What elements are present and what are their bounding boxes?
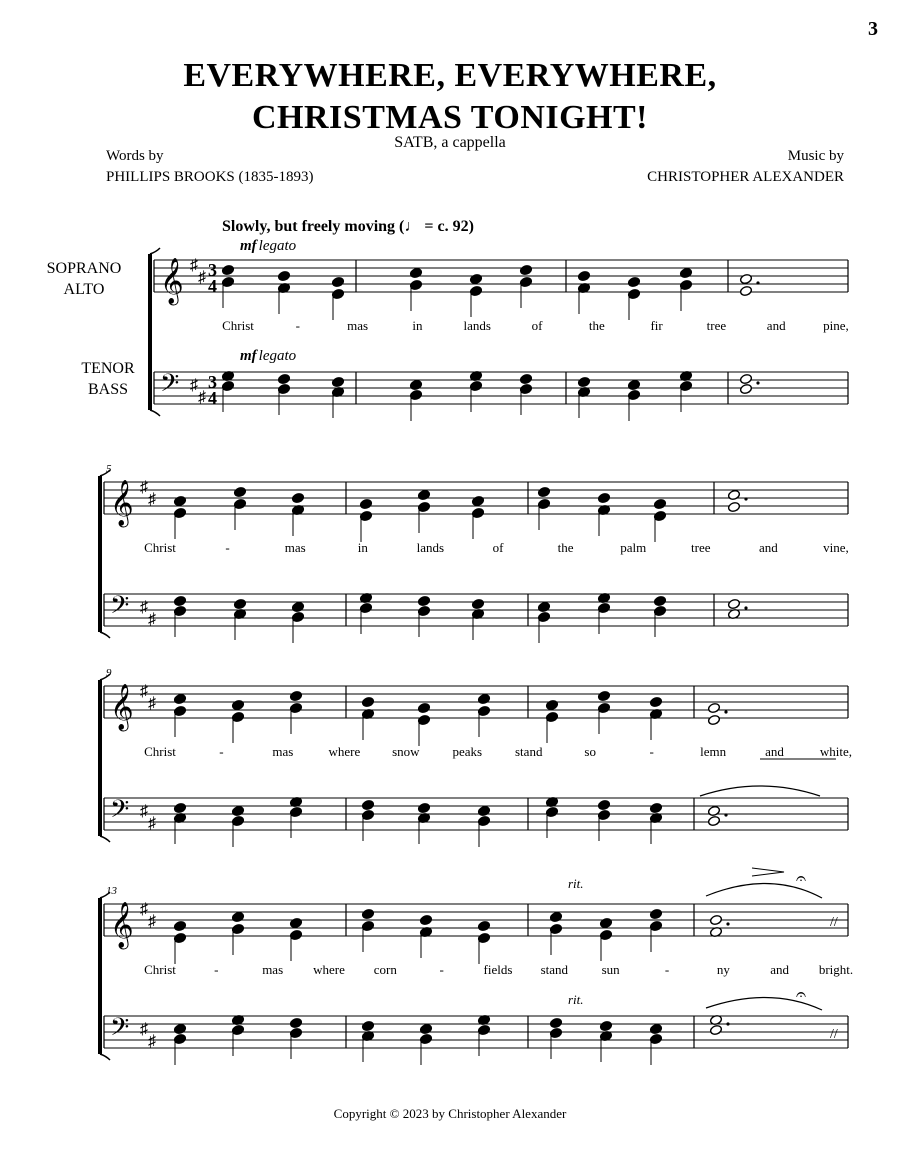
dotted-note-dot — [756, 381, 759, 384]
treble-notehead — [537, 486, 550, 497]
bass-notehead — [653, 595, 666, 606]
dynamic-marking: mf legato — [240, 238, 297, 254]
sharp-icon: ♯ — [198, 389, 206, 406]
lyric-syllable: - — [649, 744, 654, 759]
lyric-syllable: and — [770, 962, 790, 977]
title-line-1: EVERYWHERE, EVERYWHERE, — [183, 57, 717, 94]
bass-notehead — [361, 1020, 374, 1031]
lyric-syllable: - — [219, 744, 224, 759]
treble-notehead — [727, 489, 740, 500]
treble-notehead — [653, 498, 666, 509]
treble-notehead — [709, 914, 722, 925]
copyright-notice: Copyright © 2023 by Christopher Alexander — [333, 1106, 567, 1121]
bracket-hook — [100, 1054, 110, 1060]
bass-notehead — [577, 376, 590, 387]
sharp-icon: ♯ — [148, 913, 156, 930]
treble-notehead — [545, 699, 558, 710]
lyric-syllable: bright. — [818, 962, 854, 977]
bass-clef-icon: 𝄢 — [160, 370, 180, 403]
treble-notehead — [549, 911, 562, 922]
treble-notehead — [577, 270, 590, 281]
sharp-icon: ♯ — [148, 695, 156, 712]
lyric-syllable: and — [759, 540, 778, 555]
bass-notehead — [233, 598, 246, 609]
lyric-syllable: mas — [347, 318, 369, 333]
treble-notehead — [233, 486, 246, 497]
treble-notehead — [331, 276, 344, 287]
bass-clef-icon: 𝄢 — [110, 592, 130, 625]
lyric-syllable: pine, — [823, 318, 849, 333]
dynamic-marking: mf legato — [240, 348, 297, 364]
voice-label-tenor: TENOR — [81, 360, 135, 377]
bass-notehead — [231, 805, 244, 816]
treble-notehead — [477, 693, 490, 704]
bass-notehead — [649, 802, 662, 813]
lyric-syllable: vine, — [823, 540, 849, 555]
voice-label-alto: ALTO — [63, 281, 105, 298]
tempo-metronome: = c. 92) — [424, 218, 474, 235]
treble-notehead — [469, 273, 482, 284]
rit-marking: rit. — [568, 876, 584, 891]
treble-notehead — [599, 917, 612, 928]
bass-clef-icon: 𝄢 — [110, 1014, 130, 1047]
bass-notehead — [739, 383, 752, 394]
sharp-icon: ♯ — [140, 1021, 148, 1038]
treble-notehead — [361, 908, 374, 919]
treble-notehead — [173, 920, 186, 931]
music-system — [100, 674, 848, 847]
title-line-2: CHRISTMAS TONIGHT! — [252, 99, 648, 136]
words-label: Words by — [106, 148, 164, 164]
treble-notehead — [221, 264, 234, 275]
lyric-syllable: sun — [601, 962, 620, 977]
treble-notehead — [739, 273, 752, 284]
bass-notehead — [173, 802, 186, 813]
lyric-syllable: lemn — [700, 744, 727, 759]
bass-notehead — [597, 799, 610, 810]
time-signature-numerator: 3 — [208, 372, 217, 392]
lyric-syllable: stand — [515, 744, 543, 759]
treble-notehead — [707, 702, 720, 713]
words-author: PHILLIPS BROOKS (1835-1893) — [106, 169, 314, 185]
treble-notehead — [231, 911, 244, 922]
lyric-syllable: white, — [819, 744, 853, 759]
treble-notehead — [359, 498, 372, 509]
bass-notehead — [173, 595, 186, 606]
treble-notehead — [739, 285, 752, 296]
lyric-syllable: palm — [620, 540, 647, 555]
lyric-syllable: stand — [540, 962, 569, 977]
bass-notehead — [291, 601, 304, 612]
treble-notehead — [707, 714, 720, 725]
fermata-icon: 𝄐 — [796, 984, 807, 1004]
bass-notehead — [707, 805, 720, 816]
treble-notehead — [409, 267, 422, 278]
sharp-icon: ♯ — [140, 901, 148, 918]
tempo-text: Slowly, but freely moving ( — [222, 218, 405, 235]
bass-clef-icon: 𝄢 — [110, 796, 130, 829]
treble-notehead — [597, 492, 610, 503]
treble-notehead — [417, 702, 430, 713]
treble-clef-icon: 𝄞 — [110, 902, 134, 947]
treble-notehead — [417, 489, 430, 500]
lyric-syllable: and — [765, 744, 784, 759]
sharp-icon: ♯ — [140, 479, 148, 496]
lyric-syllable: lands — [416, 540, 445, 555]
treble-notehead — [519, 264, 532, 275]
voice-label-bass: BASS — [87, 381, 129, 398]
bracket-hook — [100, 836, 110, 842]
treble-notehead — [477, 920, 490, 931]
treble-clef-icon: 𝄞 — [110, 480, 134, 525]
sharp-icon: ♯ — [140, 803, 148, 820]
time-signature-denominator: 4 — [208, 276, 217, 296]
lyric-syllable: Christ — [144, 962, 176, 977]
lyric-syllable: - — [214, 962, 219, 977]
lyric-syllable: Christ — [222, 318, 254, 333]
sharp-icon: ♯ — [148, 815, 156, 832]
music-system — [100, 868, 848, 1065]
fermata-icon: 𝄐 — [796, 868, 807, 888]
bass-notehead — [627, 379, 640, 390]
treble-notehead — [231, 699, 244, 710]
treble-notehead — [471, 495, 484, 506]
time-signature-numerator: 3 — [208, 260, 217, 280]
bracket-hook — [100, 632, 110, 638]
lyric-syllable: and — [766, 318, 786, 333]
dotted-note-dot — [756, 281, 759, 284]
lyric-syllable: tree — [706, 318, 727, 333]
time-signature-denominator: 4 — [208, 388, 217, 408]
tie-slur — [700, 786, 820, 796]
dotted-note-dot — [744, 606, 747, 609]
sharp-icon: ♯ — [148, 1033, 156, 1050]
bass-notehead — [477, 805, 490, 816]
bass-notehead — [739, 373, 752, 384]
lyric-syllable: of — [492, 540, 504, 555]
bass-notehead — [289, 1017, 302, 1028]
sharp-icon: ♯ — [190, 257, 198, 274]
sharp-icon: ♯ — [140, 599, 148, 616]
dotted-note-dot — [726, 922, 729, 925]
dotted-note-dot — [726, 1022, 729, 1025]
lyric-syllable: where — [328, 744, 361, 759]
lyric-syllable: peaks — [452, 744, 483, 759]
treble-notehead — [597, 690, 610, 701]
caesura-icon: // — [830, 1027, 838, 1042]
rit-marking: rit. — [568, 992, 584, 1007]
bass-notehead — [549, 1017, 562, 1028]
bass-notehead — [277, 373, 290, 384]
lyric-syllable: - — [295, 318, 300, 333]
treble-notehead — [679, 267, 692, 278]
sharp-icon: ♯ — [190, 377, 198, 394]
bass-notehead — [727, 598, 740, 609]
lyric-syllable: corn — [373, 962, 397, 977]
sharp-icon: ♯ — [148, 491, 156, 508]
lyric-syllable: - — [664, 962, 670, 977]
bass-notehead — [519, 373, 532, 384]
sharp-icon: ♯ — [148, 611, 156, 628]
lyric-syllable: fields — [483, 962, 513, 977]
bass-notehead — [417, 802, 430, 813]
treble-notehead — [419, 914, 432, 925]
treble-clef-icon: 𝄞 — [160, 258, 184, 303]
treble-notehead — [649, 696, 662, 707]
measure-number: 5 — [106, 463, 112, 475]
bracket-hook — [150, 410, 160, 416]
lyric-syllable: mas — [284, 540, 306, 555]
bass-notehead — [331, 376, 344, 387]
lyric-syllable: fir — [650, 318, 663, 333]
measure-number: 9 — [106, 667, 112, 679]
treble-notehead — [727, 501, 740, 512]
lyric-syllable: - — [225, 540, 230, 555]
bass-notehead — [417, 595, 430, 606]
treble-notehead — [289, 690, 302, 701]
bass-notehead — [599, 1020, 612, 1031]
quarter-note-icon: ♩ — [404, 218, 421, 235]
dotted-note-dot — [724, 813, 727, 816]
treble-notehead — [649, 908, 662, 919]
treble-notehead — [173, 495, 186, 506]
crescendo-hairpin — [752, 868, 784, 876]
lyric-syllable: the — [588, 318, 605, 333]
sharp-icon: ♯ — [140, 683, 148, 700]
lyric-syllable: - — [439, 962, 444, 977]
lyric-syllable: where — [313, 962, 345, 977]
music-system — [150, 248, 848, 421]
treble-notehead — [291, 492, 304, 503]
lyric-syllable: in — [412, 318, 423, 333]
lyric-syllable: so — [584, 744, 596, 759]
treble-notehead — [289, 917, 302, 928]
bracket-hook — [150, 248, 160, 254]
lyric-syllable: Christ — [144, 540, 176, 555]
lyric-syllable: lands — [463, 318, 491, 333]
page-number: 3 — [868, 18, 878, 40]
bass-notehead — [409, 379, 422, 390]
bass-notehead — [649, 1023, 662, 1034]
lyric-syllable: tree — [691, 540, 711, 555]
dotted-note-dot — [724, 710, 727, 713]
music-author: CHRISTOPHER ALEXANDER — [647, 169, 844, 185]
lyric-syllable: Christ — [144, 744, 176, 759]
bass-notehead — [361, 799, 374, 810]
treble-notehead — [173, 693, 186, 704]
measure-number: 13 — [106, 885, 117, 897]
treble-clef-icon: 𝄞 — [110, 684, 134, 729]
voicing-subtitle: SATB, a cappella — [394, 134, 506, 151]
bass-notehead — [709, 1024, 722, 1035]
lyric-syllable: mas — [272, 744, 294, 759]
lyric-syllable: ny — [716, 962, 730, 977]
bass-notehead — [537, 601, 550, 612]
treble-notehead — [277, 270, 290, 281]
lyric-syllable: of — [531, 318, 543, 333]
dotted-note-dot — [744, 497, 747, 500]
bass-notehead — [419, 1023, 432, 1034]
treble-notehead — [627, 276, 640, 287]
voice-label-soprano: SOPRANO — [46, 260, 122, 277]
lyric-syllable: mas — [262, 962, 284, 977]
bass-notehead — [173, 1023, 186, 1034]
bass-notehead — [707, 815, 720, 826]
sharp-icon: ♯ — [198, 269, 206, 286]
music-label: Music by — [787, 148, 844, 164]
treble-notehead — [361, 696, 374, 707]
music-system — [100, 470, 848, 643]
caesura-icon: // — [830, 915, 838, 930]
bass-notehead — [471, 598, 484, 609]
lyric-syllable: snow — [392, 744, 420, 759]
lyric-syllable: in — [357, 540, 368, 555]
lyric-syllable: the — [557, 540, 574, 555]
